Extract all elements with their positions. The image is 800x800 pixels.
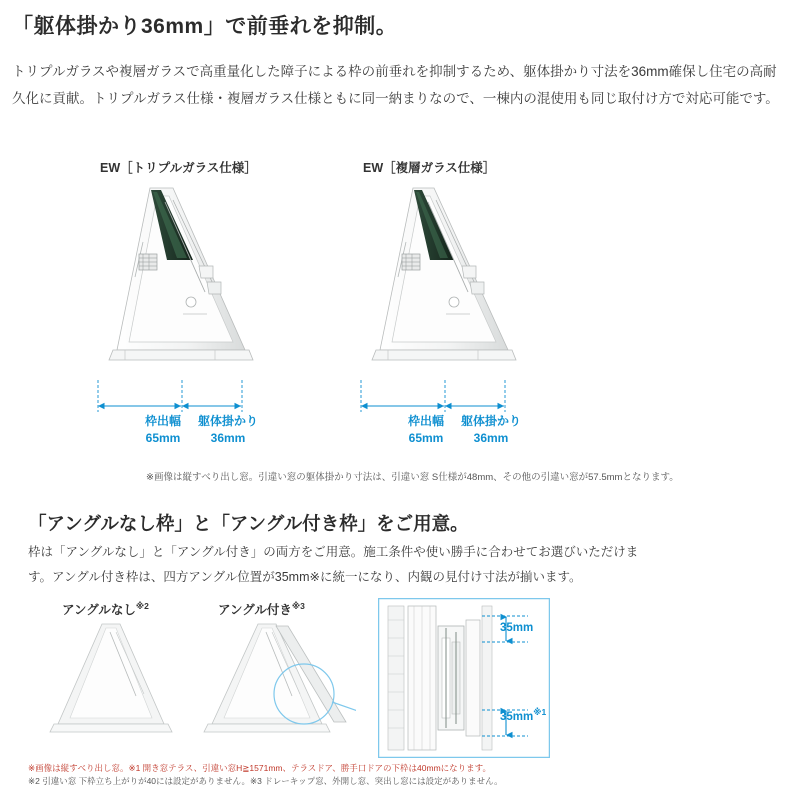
dim-body-overlap-1: 躯体掛かり 36mm (197, 414, 258, 446)
figure1-label: EW［トリプルガラス仕様］ (100, 161, 257, 175)
footnote-2: ※2 引違い窓 下枠立ち上がりが40には設定がありません。※3 ドレーキップ窓、外開し窓、突出し窓には設定がありません。 (28, 776, 503, 787)
subfigure1-label: アングルなし$^{※2}$ (62, 600, 149, 617)
window-cross-section-triple-glass (95, 182, 325, 372)
section1-note: ※画像は縦すべり出し窓。引違い窓の躯体掛かり寸法は、引違い窓 S仕様が48mm、その他の引違い窓が57.5mmとなります。 (146, 472, 679, 483)
frame-with-angle-drawing (196, 620, 356, 750)
footnote-1: ※画像は縦すべり出し窓。※1 開き窓テラス、引違い窓H≧1571mm、テラスドア、勝手口ドアの下枠は40mmになります。 (28, 763, 491, 773)
dim-body-overlap-2: 躯体掛かり 36mm (460, 414, 521, 446)
frame-without-angle-drawing (40, 620, 190, 750)
section2-body: 枠は「アングルなし」と「アングル付き」の両方をご用意。施工条件や使い勝手に合わせてお選びいただけます。アングル付き枠は、四方アングル位置が35mm※に統一になり、内観の見付け寸法が揃います。 (28, 545, 639, 584)
subfigure2-label: アングル付き$^{※3}$ (218, 600, 305, 617)
figure2-label: EW［複層ガラス仕様］ (363, 161, 496, 175)
window-cross-section-double-glass (358, 182, 588, 372)
dim-frame-width-2: 枠出幅 65mm (407, 414, 444, 446)
section2-footnotes (28, 762, 788, 788)
section1-body: トリプルガラスや複層ガラスで高重量化した障子による枠の前垂れを抑制するため、躯体掛かり寸法を36mm確保し住宅の高耐久化に貢献。トリプルガラス仕様・複層ガラス仕様ともに同一納まりなので、一棟内の混使用も同じ取付け方で対応可能です。 (12, 64, 779, 106)
section1-title: 「躯体掛かり36mm」で前垂れを抑制。 (12, 15, 398, 38)
section2-title: 「アングルなし枠」と「アングル付き枠」をご用意。 (28, 513, 469, 534)
detail-dim-bottom: $35mm^{※1}$ (500, 707, 547, 723)
dim-frame-width-1: 枠出幅 65mm (144, 414, 181, 446)
detail-dim-top: 35mm (500, 621, 534, 634)
